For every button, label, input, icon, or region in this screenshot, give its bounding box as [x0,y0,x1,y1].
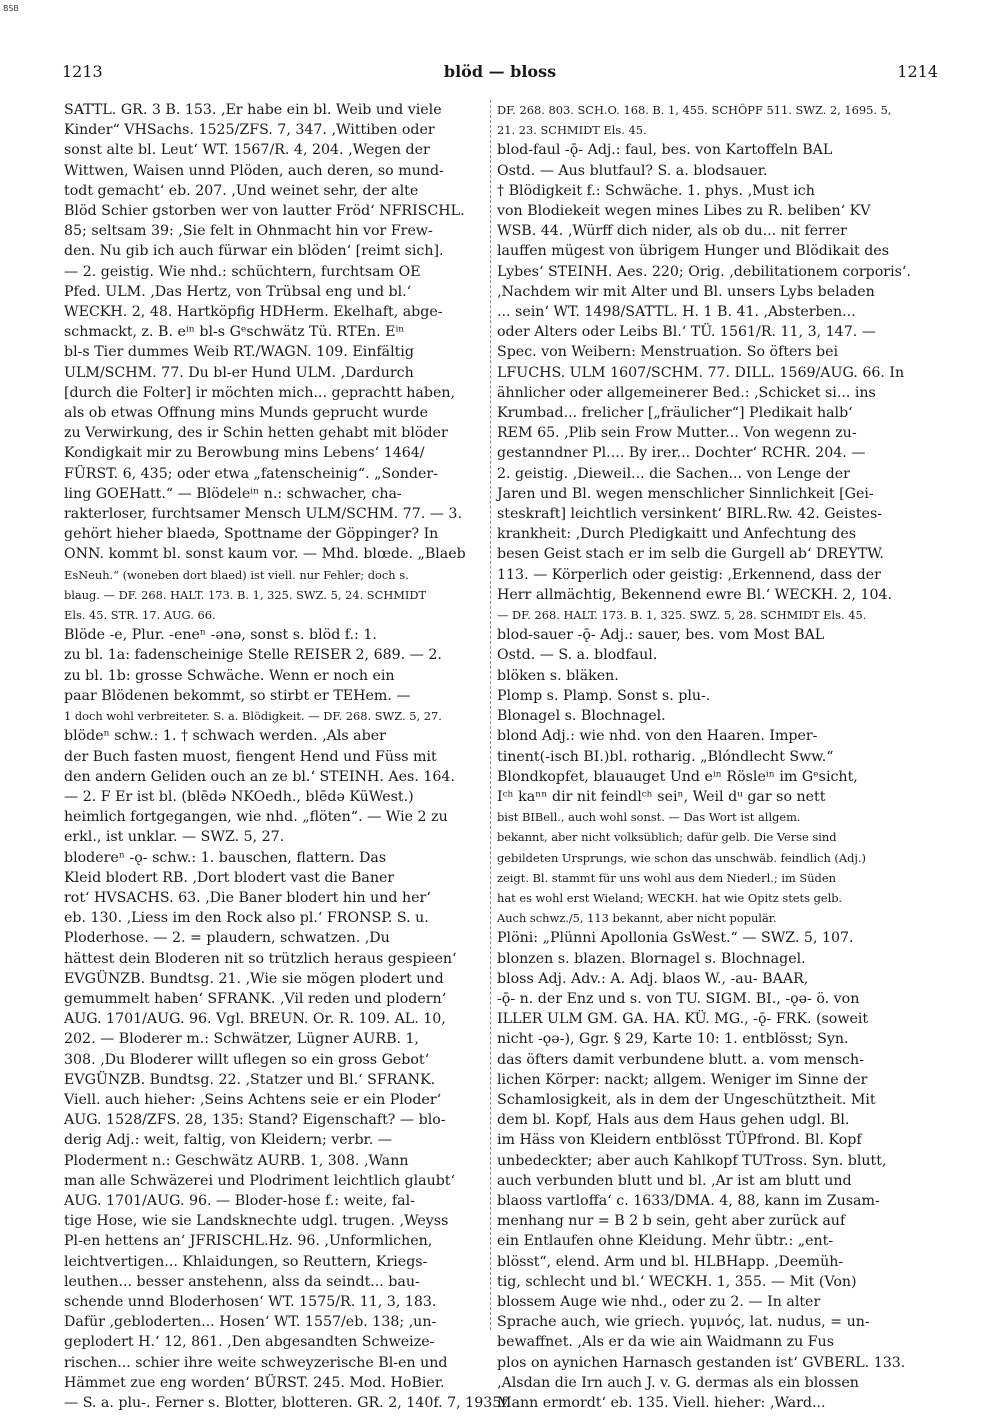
text-line: bloss Adj. Adv.: A. Adj. blaos W., -au- BAAR, [497,970,809,987]
page-number-left: 1213 [62,62,103,81]
text-line: FÜRST. 6, 435; oder etwa „fatenscheinig“. „Sonder- [64,465,438,482]
text-line: rischen... schier ihre weite schweyzerische Bl-en und [64,1354,448,1371]
text-line: blond Adj.: wie nhd. von den Haaren. Imper- [497,728,818,745]
text-line: derig Adj.: weit, faltig, von Kleidern; verbr. — [64,1132,392,1149]
text-line: eb. 130. ‚Liess im den Rock also pl.‘ FRONSP. S. u. [64,910,429,927]
text-line: Sprache auch, wie griech. γυμνός, lat. nudus, = un- [497,1314,870,1331]
text-line: als ob etwas Offnung mins Munds geprucht wurde [64,405,429,422]
text-line: unbedeckter; aber auch Kahlkopf TUTross. Syn. blutt, [497,1152,887,1169]
text-line: DF. 268. 803. SCH.O. 168. B. 1, 455. SCHÖPF 511. SWZ. 2, 1695. 5, [497,103,892,117]
text-line: Ostd. — S. a. blodfaul. [497,647,658,664]
text-line: bist BIBell., auch wohl sonst. — Das Wort ist allgem. [497,810,801,825]
text-line: blaoss vartloffa‘ c. 1633/DMA. 4, 88, kann im Zusam- [497,1192,880,1209]
text-line: hat es wohl erst Wieland; WECKH. hat wie Opitz stets gelb. [497,890,843,905]
text-line: blösst“, elend. Arm und bl. HLBHapp. ‚Deemüh- [497,1253,844,1270]
text-line: lauffen mügest von übrigem Hunger und Blödikait des [497,243,889,260]
text-line: schmackt, z. B. eⁱⁿ bl-s Gᵉschwätz Tü. RTEn. Eⁱⁿ [64,324,405,341]
left-column [64,100,511,1411]
text-line: oder Alters oder Leibs Bl.‘ TÜ. 1561/R. 11, 3, 147. — [497,324,876,341]
text-line: Plöni: „Plünni Apollonia GsWest.“ — SWZ. 5, 107. [497,930,854,947]
text-line: paar Blödenen bekommt, so stirbt er TEHem. — [64,687,411,704]
text-line: Iᶜʰ kaⁿⁿ dir nit feindlᶜʰ seiⁿ, Weil dᵘ gar so nett [497,788,826,805]
text-line: Ploderment n.: Geschwätz AURB. 1, 308. ‚Wann [64,1152,409,1169]
text-line: Schamlosigkeit, als in dem der Ungeschütztheit. Mit [497,1091,876,1108]
text-line: den. Nu gib ich auch fürwar ein blöden‘ [reimt sich]. [64,243,444,260]
text-line: Blöd Schier gstorben wer von lautter Fröd‘ NFRISCHL. [64,203,465,220]
text-line: Spec. von Weibern: Menstruation. So öfters bei [497,344,839,361]
text-line: zu Verwirkung, des ir Schin hetten gehabt mit blöder [64,425,448,442]
text-line: Ploderhose. — 2. = plaudern, schwatzen. ‚Du [64,930,390,947]
page-number-right: 1214 [897,62,938,81]
running-title: blöd — bloss [443,62,557,81]
text-line: blod-sauer -ǭ- Adj.: sauer, bes. vom Most BAL [497,627,825,644]
text-line: Jaren und Bl. wegen menschlicher Sinnlichkeit [Gei- [497,485,874,502]
text-line: plos on aynichen Harnasch gestanden ist‘ GVBERL. 133. [497,1354,906,1371]
text-line: ling GOEHatt.“ — Blödeleⁱⁿ n.: schwacher, cha- [64,485,402,502]
text-line: blödeⁿ schw.: 1. † schwach werden. ‚Als aber [64,728,386,745]
text-line: Auch schwz./5, 113 bekannt, aber nicht populär. [497,911,777,926]
text-line: Lybes‘ STEINH. Aes. 220; Orig. ‚debilitationem corporis‘. [497,263,911,280]
text-line: leichtvertigen... Khlaidungen, so Reuttern, Kriegs- [64,1253,428,1270]
text-line: rakterloser, furchtsamer Mensch ULM/SCHM. 77. — 3. [64,506,462,523]
text-line: Kinder“ VHSachs. 1525/ZFS. 7, 347. ‚Wittiben oder [64,122,435,139]
text-line: Els. 45. STR. 17. AUG. 66. [64,608,216,623]
text-line: Blöde -e, Plur. -eneⁿ -ənə, sonst s. blöd f.: 1. [64,627,377,644]
text-line: blonzen s. blazen. Blornagel s. Blochnagel. [497,950,806,967]
text-line: ILLER ULM GM. GA. HA. KÜ. MG., -ǭ- FRK. (soweit [497,1011,869,1028]
text-line: blöken s. bläken. [497,667,619,684]
text-line: Pl-en hettens an‘ JFRISCHL.Hz. 96. ‚Unformlichen, [64,1233,433,1250]
text-line: blaug. — DF. 268. HALT. 173. B. 1, 325. SWZ. 5, 24. SCHMIDT [64,587,427,602]
text-line: Ostd. — Aus blutfaul? S. a. blodsauer. [497,162,768,179]
text-line: den andern Geliden ouch an ze bl.‘ STEINH. Aes. 164. [64,768,455,785]
text-line: 113. — Körperlich oder geistig: ‚Erkennend, dass der [497,566,881,583]
text-line: tig, schlecht und bl.‘ WECKH. 1, 355. — Mit (Von) [497,1273,857,1290]
text-line: tinent(-isch BI.)bl. rotharig. „Blóndlecht Sww.“ [497,748,834,765]
text-line: Kondigkait mir zu Berowbung mins Lebens‘ 1464/ [64,445,425,462]
text-line: — DF. 268. HALT. 173. B. 1, 325. SWZ. 5, 28. SCHMIDT Els. 45. [497,608,867,623]
text-line: 202. — Bloderer m.: Schwätzer, Lügner AURB. 1, [64,1031,420,1048]
text-line: Hämmet zue eng worden‘ BÜRST. 245. Mod. HoBier. [64,1374,445,1391]
text-line: 2. geistig. ‚Dieweil... die Sachen... von Lenge der [497,465,850,482]
text-line: erkl., ist unklar. — SWZ. 5, 27. [64,829,285,846]
text-line: dem bl. Kopf, Hals aus dem Haus gehen udgl. Bl. [497,1112,850,1129]
text-line: gemummelt haben‘ SFRANK. ‚Vil reden und plodern‘ [64,990,447,1007]
text-line: auch verbunden blutt und bl. ‚Ar ist am blutt und [497,1172,852,1189]
right-column [497,100,922,1411]
text-line: EsNeuh.“ (woneben dort blaed) ist viell. nur Fehler; doch s. [64,567,409,582]
text-line: 85; seltsam 39: ‚Sie felt in Ohnmacht hin vor Frew- [64,223,433,240]
text-line: 308. ‚Du Bloderer willt uflegen so ein gross Gebot‘ [64,1051,430,1068]
text-line: WECKH. 2, 48. Hartköpfig HDHerm. Ekelhaft, abge- [64,304,443,321]
text-line: zu bl. 1b: grosse Schwäche. Wenn er noch ein [64,667,395,684]
text-line: Blondkopfet, blauauget Und eⁱⁿ Rösleⁱⁿ im Gᵉsicht, [497,768,858,785]
text-line: EVGÜNZB. Bundtsg. 21. ‚Wie sie mögen plodert und [64,970,444,987]
text-line: gehört hieher blaedə, Spottname der Göppinger? In [64,526,439,543]
text-line: hättest dein Bloderen nit so trützlich heraus gespieen‘ [64,950,457,967]
text-line: besen Geist stach er im selb die Gurgell ab‘ DREYTW. [497,546,884,563]
text-line: -ǭ- n. der Enz und s. von TU. SIGM. BI., -ǫə- ö. von [497,990,860,1007]
text-line: das öfters damit verbundene blutt. a. vom mensch- [497,1051,864,1068]
text-line: Mann ermordt‘ eb. 135. Viell. hieher: ‚Ward... [497,1395,826,1411]
text-line: menhang nur = B 2 b sein, geht aber zurück auf [497,1213,846,1230]
text-line: bl-s Tier dummes Weib RT./WAGN. 109. Einfältig [64,344,414,361]
text-line: rot‘ HVSACHS. 63. ‚Die Baner blodert hin und her‘ [64,889,431,906]
text-line: blossem Auge wie nhd., oder zu 2. — In alter [497,1293,821,1310]
text-line: [durch die Folter] ir möchten mich... geprachtt haben, [64,384,456,401]
text-line: krankheit: ‚Durch Pledigkaitt und Anfechtung des [497,526,857,543]
text-line: — 2. geistig. Wie nhd.: schüchtern, furchtsam OE [64,263,421,280]
text-line: blod-faul -ǭ- Adj.: faul, bes. von Kartoffeln BAL [497,142,833,159]
text-line: ‚Alsdan die Irn auch J. v. G. dermas als ein blossen [497,1374,859,1391]
text-line: ein Entlaufen ohne Kleidung. Mehr übtr.: „ent- [497,1233,834,1250]
text-line: im Häss von Kleidern entblösst TÜPfrond. Bl. Kopf [497,1132,862,1149]
text-line: ähnlicher oder allgemeinerer Bed.: ‚Schicket si... ins [497,384,876,401]
text-line: todt gemacht‘ eb. 207. ‚Und weinet sehr, der alte [64,182,419,199]
text-line: zu bl. 1a: fadenscheinige Stelle REISER 2, 689. — 2. [64,647,442,664]
text-line: Kleid blodert RB. ‚Dort blodert vast die Baner [64,869,395,886]
text-line: leuthen... besser anstehenn, alss da seindt... bau- [64,1273,420,1290]
text-line: AUG. 1701/AUG. 96. Vgl. BREUN. Or. R. 109. AL. 10, [64,1011,446,1028]
text-line: gestanndner Pl.... By irer... Dochter‘ RCHR. 204. — [497,445,866,462]
text-line: Krumbad... frelicher [„fräulicher“] Pledikait halb‘ [497,405,853,422]
text-line: REM 65. ‚Plib sein Frow Mutter... Von wegenn zu- [497,425,857,442]
text-line: steskraft] leichtlich versinkent‘ BIRL.Rw. 42. Geistes- [497,506,883,523]
text-line: Wittwen, Waisen unnd Plöden, auch deren, so mund- [64,162,444,179]
text-line: ‚Nachdem wir mit Alter und Bl. unsers Lybs beladen [497,283,875,300]
text-line: Dafür ‚gebloderten... Hosen‘ WT. 1557/eb. 138; ‚un- [64,1314,437,1331]
text-line: Plomp s. Plamp. Sonst s. plu-. [497,687,711,704]
column-divider [490,100,491,1330]
text-line: ... sein‘ WT. 1498/SATTL. H. 1 B. 41. ‚Absterben... [497,304,856,321]
text-line: Pfed. ULM. ‚Das Hertz, von Trübsal eng und bl.‘ [64,283,412,300]
text-line: sonst alte bl. Leut‘ WT. 1567/R. 4, 204. ‚Wegen der [64,142,430,159]
text-line: nicht -ǫə-), Ggr. § 29, Karte 10: 1. entblösst; Syn. [497,1031,849,1048]
text-line: bewaffnet. ‚Als er da wie ain Waidmann zu Fus [497,1334,834,1351]
page-header [62,62,938,84]
text-line: von Blodiekeit wegen mines Libes zu R. beliben‘ KV [497,203,871,220]
text-line: LFUCHS. ULM 1607/SCHM. 77. DILL. 1569/AUG. 66. In [497,364,905,381]
text-line: heimlich fortgegangen, wie nhd. „flöten“. — Wie 2 zu [64,809,448,826]
text-line: AUG. 1528/ZFS. 28, 135: Stand? Eigenschaft? — blo- [64,1112,446,1129]
text-line: Herr allmächtig, Bekennend ewre Bl.‘ WECKH. 2, 104. [497,586,893,603]
text-line: ONN. kommt bl. sonst kaum vor. — Mhd. blœde. „Blaeb [64,546,466,563]
text-line: schende unnd Bloderhosen‘ WT. 1575/R. 11, 3, 183. [64,1293,437,1310]
text-line: gebildeten Ursprungs, wie schon das unschwäb. feindlich (Adj.) [497,850,866,865]
text-line: Viell. auch hieher: ‚Seins Achtens seie er ein Ploder‘ [64,1091,442,1108]
text-line: AUG. 1701/AUG. 96. — Bloder-hose f.: weite, fal- [64,1192,415,1209]
text-line: blodereⁿ -ǫ- schw.: 1. bauschen, flattern. Das [64,849,387,866]
text-line: WSB. 44. ‚Würff dich nider, als ob du... nit ferrer [497,223,847,240]
text-line: tige Hose, wie sie Landsknechte udgl. trugen. ‚Weyss [64,1213,449,1230]
text-line: ULM/SCHM. 77. Du bl-er Hund ULM. ‚Dardurch [64,364,414,381]
text-line: — S. a. plu-. Ferner s. Blotter, blotteren. GR. 2, 140f. 7, 1935f. [64,1395,511,1411]
text-line: SATTL. GR. 3 B. 153. ‚Er habe ein bl. Weib und viele [64,102,442,118]
text-line: geplodert H.‘ 12, 861. ‚Den abgesandten Schweize- [64,1334,435,1351]
text-line: EVGÜNZB. Bundtsg. 22. ‚Statzer und Bl.‘ SFRANK. [64,1071,436,1088]
text-line: † Blödigkeit f.: Schwäche. 1. phys. ‚Must ich [497,182,815,199]
text-line: bekannt, aber nicht volksüblich; dafür gelb. Die Verse sind [497,830,837,845]
library-watermark: BSB [3,4,19,13]
text-line: lichen Körper: nackt; allgem. Weniger im Sinne der [497,1071,868,1088]
text-line: zeigt. Bl. stammt für uns wohl aus dem Niederl.; im Süden [497,870,836,885]
text-line: 1 doch wohl verbreiteter. S. a. Blödigkeit. — DF. 268. SWZ. 5, 27. [64,709,442,724]
text-line: 21. 23. SCHMIDT Els. 45. [497,123,647,138]
text-line: — 2. F Er ist bl. (blēdə NKOedh., blēdə KüWest.) [64,788,414,805]
text-line: der Buch fasten muost, fiengent Hend und Füss mit [64,748,437,765]
text-line: Blonagel s. Blochnagel. [497,708,666,725]
text-line: man alle Schwäzerei und Plodriment leichtlich glaubt‘ [64,1172,456,1189]
